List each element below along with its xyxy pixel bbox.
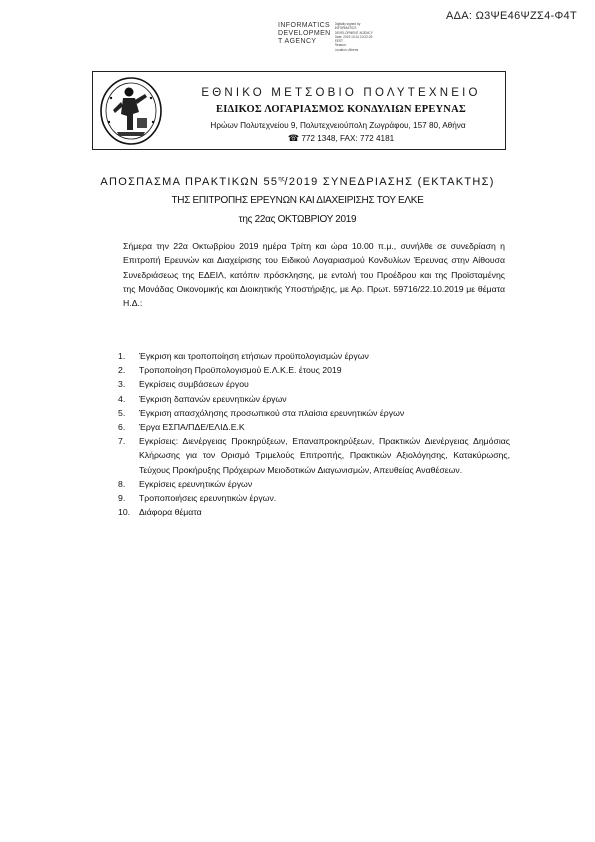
item-text: Έγκριση δαπανών ερευνητικών έργων	[139, 393, 287, 404]
item-text: Έγκριση απασχόλησης προσωπικού στα πλαίσια ερευνητικών έργων	[139, 407, 405, 418]
stamp-fine-line: INFORMATICS	[334, 26, 357, 31]
item-number: 7.	[118, 436, 126, 447]
item-text: Διάφορα θέματα	[139, 507, 202, 518]
institution-address: Ηρώων Πολυτεχνείου 9, Πολυτεχνειούπολη Ζωγράφου, 157 80, Αθήνα	[210, 121, 466, 130]
university-seal-icon	[99, 76, 163, 146]
phone-fax-text: 772 1348, FAX: 772 4181	[301, 134, 395, 143]
intro-paragraph: Σήμερα την 22α Οκτωβρίου 2019 ημέρα Τρίτη και ώρα 10.00 π.μ., συνήλθε σε συνεδρίαση η Επιτροπή Ερευνών και Διαχείρισης του Ειδικού Λογαριασμού Κονδυλίων Έρευνας στην Αίθουσα Συνεδριάσεως της ΕΔΕΙΛ, κατόπιν πρόσκλησης, με εντολή του Προέδρου και της Προϊσταμένης της Μονάδας Οικονομικής και Διοικητικής Υποστήριξης, με Αρ. Πρωτ. 59716/22.10.2019 με θέματα Η.Δ.:	[123, 241, 505, 309]
item-number: 4.	[118, 393, 126, 404]
item-number: 10.	[118, 507, 131, 518]
item-text: Έργα ΕΣΠΑ/ΠΔΕ/ΕΛΙΔ.Ε.Κ	[139, 422, 245, 433]
item-number: 1.	[118, 351, 126, 361]
item-number: 9.	[118, 493, 126, 504]
list-item	[118, 406, 510, 420]
item-text: Εγκρίσεις ερευνητικών έργων	[139, 478, 253, 489]
item-number: 6.	[118, 422, 126, 433]
list-item	[118, 392, 510, 406]
letterhead-box	[92, 71, 506, 150]
title-part: /2019 ΣΥΝΕΔΡΙΑΣΗΣ (ΕΚΤΑΚΤΗΣ)	[284, 176, 495, 188]
institution-phone	[185, 133, 497, 144]
item-number: 5.	[118, 407, 126, 418]
digital-signature-stamp	[278, 22, 395, 52]
item-number: 2.	[118, 365, 126, 376]
item-text: Εγκρίσεις: Διενέργειας Προκηρύξεων, Επαναπροκηρύξεων, Πρακτικών Διενέργειας Δημόσιας Κλήρωσης για τον Ορισμό Τριμελούς Επιτροπής, Πρακτικών Αξιολόγησης, Κατακύρωσης, Τεύχους Προκήρυξης Πρόχειρων Μειοδοτικών Διαγωνισμών, Απευθείας Αναθέσεων.	[139, 436, 510, 475]
title-part: ΑΠΟΣΠΑΣΜΑ ΠΡΑΚΤΙΚΩΝ 55	[100, 176, 279, 188]
agenda-list	[118, 349, 510, 519]
ada-code: ΑΔΑ: Ω3ΨΕ46ΨΖΣ4-Φ4Τ	[445, 10, 577, 22]
list-item	[118, 491, 510, 505]
item-text: Τροποποιήσεις ερευνητικών έργων.	[139, 493, 277, 504]
stamp-fine-print	[335, 22, 395, 52]
list-item	[118, 349, 510, 363]
list-item	[118, 505, 510, 519]
list-item	[118, 477, 510, 491]
list-item	[118, 434, 510, 477]
meeting-date: της 22ας ΟΚΤΩΒΡΙΟΥ 2019	[238, 214, 357, 225]
list-item	[118, 420, 510, 434]
item-number: 3.	[118, 379, 126, 390]
stamp-fine-line: DEVELOPMENT AGENCY	[334, 30, 373, 35]
institution-subtitle: ΕΙΔΙΚΟΣ ΛΟΓΑΡΙΑΣΜΟΣ ΚΟΝΔΥΛΙΩΝ ΕΡΕΥΝΑΣ	[216, 104, 466, 115]
stamp-fine-line: Location: Athens	[334, 47, 359, 52]
item-text: Έγκριση και τροποποίηση ετήσιων προϋπολογισμών έργων	[139, 351, 369, 361]
stamp-line: INFORMATICS	[278, 22, 331, 29]
item-text: Τροποποίηση Προϋπολογισμού Ε.Λ.Κ.Ε. έτους 2019	[139, 365, 342, 376]
item-text: Εγκρίσεις συμβάσεων έργου	[139, 379, 249, 390]
stamp-fine-line: Reason:	[334, 43, 347, 48]
committee-title: ΤΗΣ ΕΠΙΤΡΟΠΗΣ ΕΡΕΥΝΩΝ ΚΑΙ ΔΙΑΧΕΙΡΙΣΗΣ ΤΟΥ ΕΛΚΕ	[171, 195, 424, 206]
stamp-fine-line: Date: 2019.10.24 10:22:25	[334, 34, 373, 39]
list-item	[118, 363, 510, 377]
item-number: 8.	[118, 478, 126, 489]
stamp-fine-line: EEST	[334, 39, 343, 44]
document-title	[40, 176, 555, 188]
stamp-line: T AGENCY	[278, 38, 317, 45]
title-superscript: ης	[278, 176, 285, 183]
institution-title: ΕΘΝΙΚΟ ΜΕΤΣΟΒΙΟ ΠΟΛΥΤΕΧΝΕΙΟ	[201, 87, 481, 99]
stamp-line: DEVELOPMEN	[278, 30, 331, 37]
stamp-agency-name	[278, 22, 331, 52]
stamp-fine-line: Digitally signed by	[334, 22, 361, 26]
phone-icon: ☎	[287, 133, 300, 143]
list-item	[118, 377, 510, 391]
